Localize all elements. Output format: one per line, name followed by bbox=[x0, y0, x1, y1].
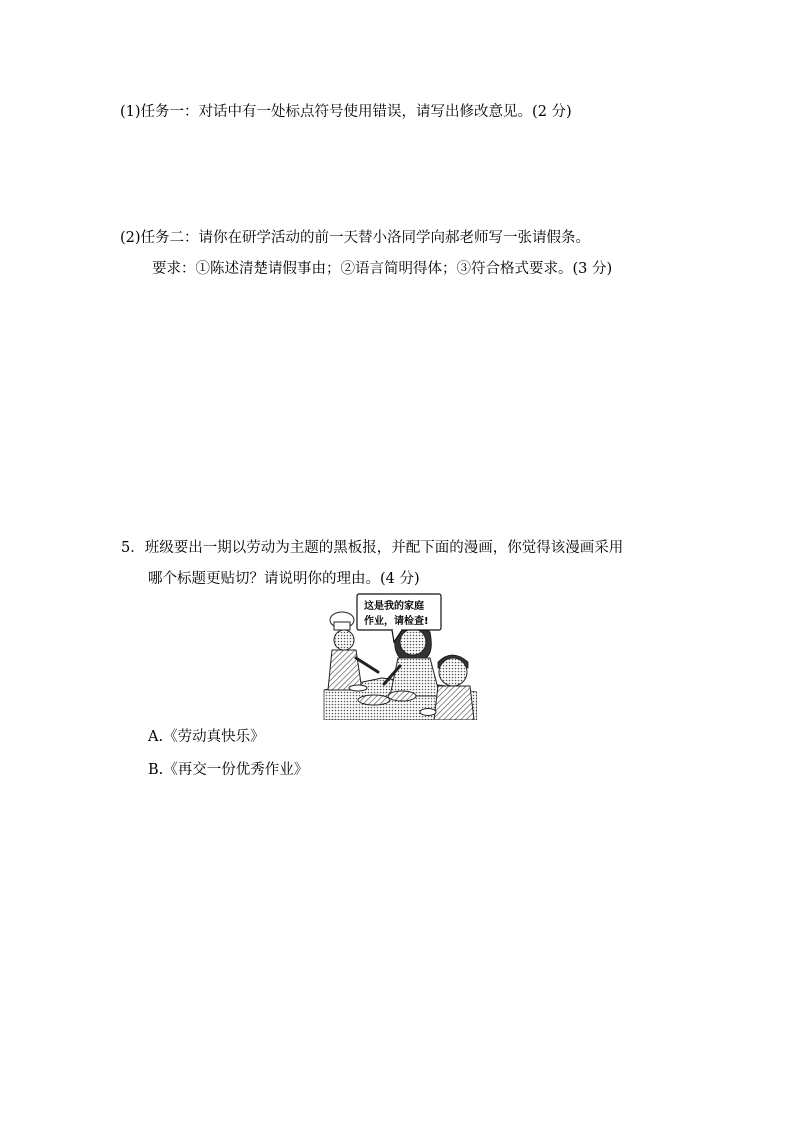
option-a: A.《劳动真快乐》 bbox=[148, 729, 265, 745]
speech-bubble-line-2: 作业，请检查! bbox=[364, 616, 429, 627]
cartoon-illustration bbox=[322, 592, 477, 720]
question-4-task-1: (1)任务一：对话中有一处标点符号使用错误，请写出修改意见。(2 分) bbox=[120, 104, 572, 120]
boy-figure bbox=[434, 655, 474, 720]
question-5-prompt-line-1: 5．班级要出一期以劳动为主题的黑板报，并配下面的漫画，你觉得该漫画采用 bbox=[121, 540, 624, 556]
question-4-task-2: (2)任务二：请你在研学活动的前一天替小洛同学向郝老师写一张请假条。 bbox=[120, 230, 591, 246]
option-b: B.《再交一份优秀作业》 bbox=[148, 762, 309, 778]
speech-bubble-line-1: 这是我的家庭 bbox=[364, 601, 424, 612]
question-4-requirement: 要求：①陈述清楚请假事由；②语言简明得体；③符合格式要求。(3 分) bbox=[152, 261, 613, 277]
question-5-prompt-line-2: 哪个标题更贴切？请说明你的理由。(4 分) bbox=[148, 571, 420, 587]
